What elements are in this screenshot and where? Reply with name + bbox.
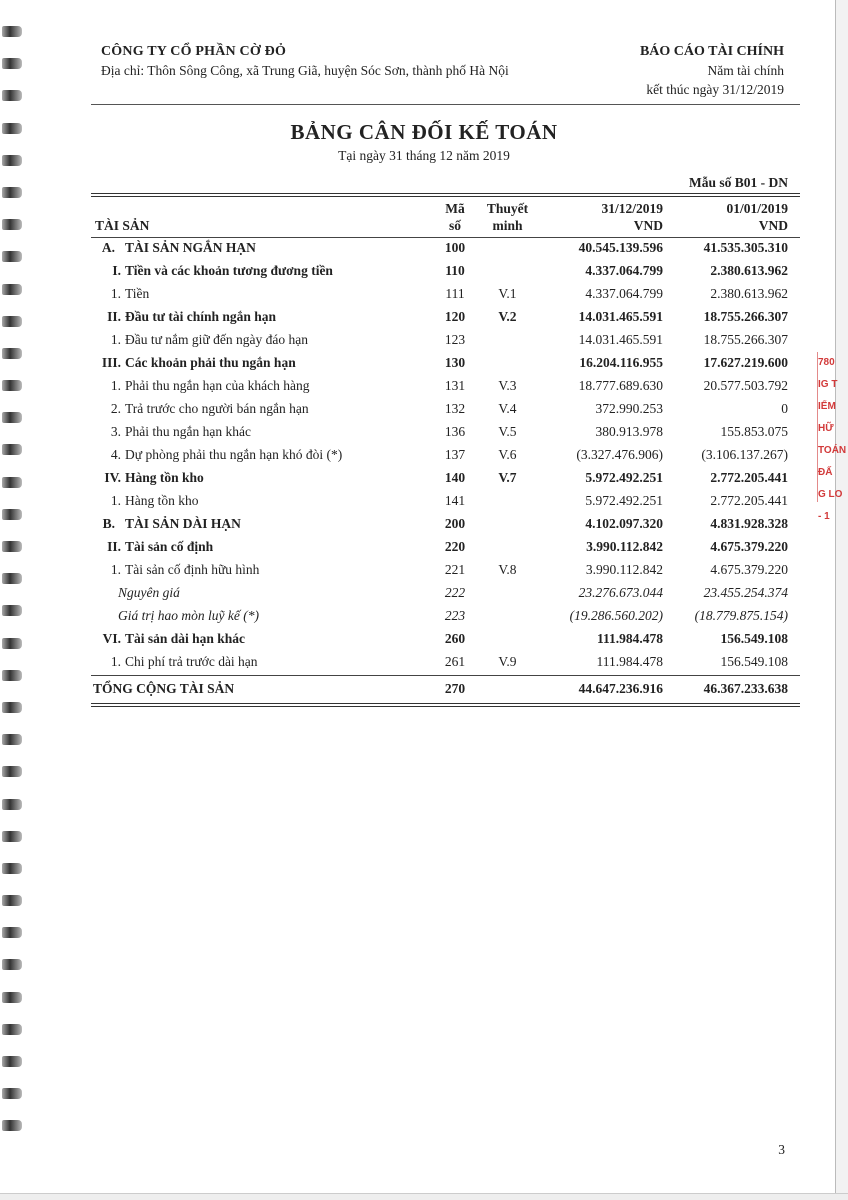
row-code: 220 [444, 539, 466, 554]
row-value-2019-12-31: 111.984.478 [596, 654, 663, 669]
table-row [0, 493, 848, 515]
row-value-2019-12-31: (3.327.476.906) [576, 447, 663, 462]
row-value-2019-01-01: 4.831.928.328 [710, 516, 788, 531]
stamp-fragment-text: IG T [818, 379, 838, 390]
header-col1-date: 31/12/2019 [601, 201, 663, 216]
row-label: Tài sản cố định hữu hình [125, 562, 260, 577]
row-label: Phải thu ngắn hạn khác [125, 424, 251, 439]
row-prefix: 2. [110, 401, 121, 416]
row-label: Trả trước cho người bán ngắn hạn [125, 401, 309, 416]
row-label: TÀI SẢN NGẮN HẠN [125, 240, 256, 255]
table-row [0, 631, 848, 653]
fiscal-year-line1: Năm tài chính [707, 63, 784, 78]
total-row [0, 681, 848, 703]
row-code: 120 [444, 309, 466, 324]
row-value-2019-12-31: 4.337.064.799 [585, 263, 663, 278]
row-prefix: A. [101, 240, 115, 255]
row-value-2019-12-31: 14.031.465.591 [578, 309, 663, 324]
row-label: Đầu tư nắm giữ đến ngày đáo hạn [125, 332, 308, 347]
row-value-2019-01-01: (18.779.875.154) [694, 608, 788, 623]
spiral-coil [2, 219, 22, 230]
row-note: V.1 [498, 286, 517, 301]
row-code: 110 [445, 263, 465, 278]
row-note: V.9 [498, 654, 517, 669]
row-label: Các khoản phải thu ngắn hạn [125, 355, 296, 370]
spiral-coil [2, 992, 22, 1003]
row-prefix: 3. [110, 424, 121, 439]
table-row [0, 240, 848, 262]
row-value-2019-01-01: 41.535.305.310 [703, 240, 788, 255]
row-note: V.8 [498, 562, 517, 577]
row-prefix: III. [101, 355, 121, 370]
row-prefix: 1. [110, 654, 121, 669]
row-label: Chi phí trả trước dài hạn [125, 654, 258, 669]
row-value-2019-01-01: 17.627.219.600 [703, 355, 788, 370]
row-label: Tiền [125, 286, 150, 301]
row-label: Giá trị hao mòn luỹ kế (*) [118, 608, 259, 623]
header-code-2: số [448, 218, 461, 233]
row-note: V.6 [498, 447, 517, 462]
row-value-2019-12-31: (19.286.560.202) [569, 608, 663, 623]
row-prefix: II. [107, 309, 121, 324]
spiral-coil [2, 26, 22, 37]
row-value-2019-01-01: 155.853.075 [720, 424, 788, 439]
row-value-2019-01-01: 156.549.108 [720, 654, 788, 669]
row-value-2019-01-01: 23.455.254.374 [703, 585, 788, 600]
table-bottom-rule [91, 703, 800, 704]
row-code: 261 [444, 654, 466, 669]
spiral-coil [2, 1024, 22, 1035]
row-code: 137 [444, 447, 466, 462]
table-row [0, 654, 848, 676]
stamp-fragment-text: IỂM HỮ [818, 401, 836, 434]
spiral-coil [2, 831, 22, 842]
header-note-2: minh [492, 218, 523, 233]
row-value-2019-12-31: 18.777.689.630 [578, 378, 663, 393]
row-value-2019-01-01: 2.380.613.962 [710, 263, 788, 278]
table-row [0, 286, 848, 308]
table-row [0, 263, 848, 285]
header-rule [91, 237, 800, 238]
row-code: 200 [444, 516, 466, 531]
header-divider [91, 104, 800, 105]
header-col1-unit: VND [633, 218, 663, 233]
row-prefix: B. [102, 516, 115, 531]
row-prefix: 1. [110, 286, 121, 301]
row-label: Phải thu ngắn hạn của khách hàng [125, 378, 310, 393]
spiral-coil [2, 863, 22, 874]
stamp-fragment-text: 780 [818, 357, 835, 368]
table-row [0, 470, 848, 492]
row-code: 223 [444, 608, 466, 623]
row-code: 123 [444, 332, 466, 347]
row-value-2019-01-01: 18.755.266.307 [703, 332, 788, 347]
spiral-coil [2, 766, 22, 777]
fiscal-year-line2: kết thúc ngày 31/12/2019 [646, 82, 784, 97]
header-note-1: Thuyết [486, 201, 529, 216]
document-subtitle: Tại ngày 31 tháng 12 năm 2019 [338, 148, 510, 163]
spiral-coil [2, 959, 22, 970]
row-note: V.4 [498, 401, 517, 416]
table-row [0, 539, 848, 561]
row-prefix: VI. [102, 631, 121, 646]
total-code: 270 [444, 681, 466, 696]
row-value-2019-01-01: 2.772.205.441 [710, 493, 788, 508]
spiral-coil [2, 187, 22, 198]
table-row [0, 424, 848, 446]
row-prefix: 4. [110, 447, 121, 462]
row-value-2019-12-31: 40.545.139.596 [578, 240, 663, 255]
spiral-coil [2, 799, 22, 810]
row-label: Đầu tư tài chính ngắn hạn [125, 309, 277, 324]
table-row [0, 516, 848, 538]
form-number: Mẫu số B01 - DN [688, 175, 788, 190]
row-code: 222 [444, 585, 466, 600]
row-value-2019-12-31: 372.990.253 [595, 401, 663, 416]
stamp-fragment-text: TOÁN [818, 445, 847, 456]
spiral-coil [2, 58, 22, 69]
row-prefix: II. [107, 539, 121, 554]
spiral-coil [2, 1088, 22, 1099]
table-row [0, 355, 848, 377]
stamp-fragment-text: ĐẤ [818, 467, 833, 478]
row-code: 132 [444, 401, 466, 416]
row-value-2019-12-31: 16.204.116.955 [579, 355, 663, 370]
row-value-2019-01-01: 4.675.379.220 [710, 562, 788, 577]
spiral-coil [2, 702, 22, 713]
row-value-2019-01-01: 2.772.205.441 [710, 470, 788, 485]
header-col2-unit: VND [758, 218, 788, 233]
row-value-2019-12-31: 5.972.492.251 [585, 470, 663, 485]
row-value-2019-12-31: 23.276.673.044 [578, 585, 663, 600]
row-value-2019-12-31: 3.990.112.842 [586, 539, 663, 554]
row-value-2019-12-31: 380.913.978 [595, 424, 663, 439]
row-prefix: 1. [110, 493, 121, 508]
table-row [0, 608, 848, 630]
table-row [0, 562, 848, 584]
table-bottom-rule-2 [91, 706, 800, 707]
total-label: TỔNG CỘNG TÀI SẢN [93, 681, 235, 696]
stamp-fragment-text: G LO [818, 489, 843, 500]
row-label: Tài sản cố định [125, 539, 214, 554]
row-code: 260 [444, 631, 466, 646]
row-code: 111 [445, 286, 465, 301]
row-label: Nguyên giá [118, 585, 180, 600]
table-row [0, 447, 848, 469]
row-code: 130 [444, 355, 466, 370]
spiral-coil [2, 734, 22, 745]
total-value-2019-01-01: 46.367.233.638 [703, 681, 788, 696]
table-top-rule-2 [91, 196, 800, 197]
row-label: Hàng tồn kho [125, 470, 204, 485]
row-note: V.2 [498, 309, 517, 324]
row-prefix: IV. [104, 470, 121, 485]
total-top-rule [91, 675, 800, 676]
company-name: CÔNG TY CỔ PHẦN CỜ ĐỎ [101, 44, 287, 59]
row-value-2019-01-01: 2.380.613.962 [710, 286, 788, 301]
row-label: Tiền và các khoản tương đương tiền [125, 263, 333, 278]
row-code: 100 [444, 240, 466, 255]
row-value-2019-01-01: 156.549.108 [720, 631, 788, 646]
row-value-2019-12-31: 14.031.465.591 [578, 332, 663, 347]
table-top-rule [91, 193, 800, 194]
table-row [0, 378, 848, 400]
row-note: V.5 [498, 424, 517, 439]
total-value-2019-12-31: 44.647.236.916 [578, 681, 663, 696]
row-value-2019-01-01: 18.755.266.307 [703, 309, 788, 324]
row-value-2019-01-01: 0 [781, 401, 788, 416]
row-value-2019-12-31: 4.337.064.799 [585, 286, 663, 301]
row-code: 141 [444, 493, 466, 508]
report-title: BÁO CÁO TÀI CHÍNH [639, 44, 784, 59]
row-label: Hàng tồn kho [125, 493, 199, 508]
table-row [0, 332, 848, 354]
row-code: 140 [444, 470, 466, 485]
row-value-2019-12-31: 3.990.112.842 [585, 562, 663, 577]
row-code: 221 [444, 562, 466, 577]
row-value-2019-01-01: 20.577.503.792 [703, 378, 788, 393]
document-title: BẢNG CÂN ĐỐI KẾ TOÁN [290, 120, 558, 144]
spiral-coil [2, 895, 22, 906]
row-prefix: 1. [110, 378, 121, 393]
page-bottom-edge [0, 1193, 848, 1200]
spiral-coil [2, 927, 22, 938]
row-code: 136 [444, 424, 466, 439]
row-note: V.7 [498, 470, 517, 485]
row-prefix: I. [112, 263, 121, 278]
company-address: Địa chỉ: Thôn Sông Công, xã Trung Giã, huyện Sóc Sơn, thành phố Hà Nội [101, 63, 509, 78]
header-col2-date: 01/01/2019 [726, 201, 788, 216]
header-assets: TÀI SẢN [95, 218, 150, 233]
header-code-1: Mã [445, 201, 465, 216]
row-value-2019-12-31: 111.984.478 [596, 631, 663, 646]
row-code: 131 [444, 378, 466, 393]
red-stamp-fragment [817, 352, 848, 522]
row-value-2019-12-31: 4.102.097.320 [585, 516, 663, 531]
row-label: TÀI SẢN DÀI HẠN [125, 516, 241, 531]
stamp-fragment-text: - 1 [818, 511, 830, 522]
spiral-coil [2, 90, 22, 101]
row-note: V.3 [498, 378, 517, 393]
table-row [0, 309, 848, 331]
row-value-2019-12-31: 5.972.492.251 [585, 493, 663, 508]
spiral-coil [2, 1056, 22, 1067]
table-row [0, 401, 848, 423]
row-value-2019-01-01: (3.106.137.267) [701, 447, 788, 462]
row-label: Dự phòng phải thu ngắn hạn khó đòi (*) [125, 447, 343, 462]
table-row [0, 585, 848, 607]
row-prefix: 1. [110, 562, 121, 577]
row-label: Tài sản dài hạn khác [125, 631, 246, 646]
spiral-coil [2, 1120, 22, 1131]
row-value-2019-01-01: 4.675.379.220 [710, 539, 788, 554]
page-number: 3 [778, 1142, 785, 1157]
row-prefix: 1. [110, 332, 121, 347]
